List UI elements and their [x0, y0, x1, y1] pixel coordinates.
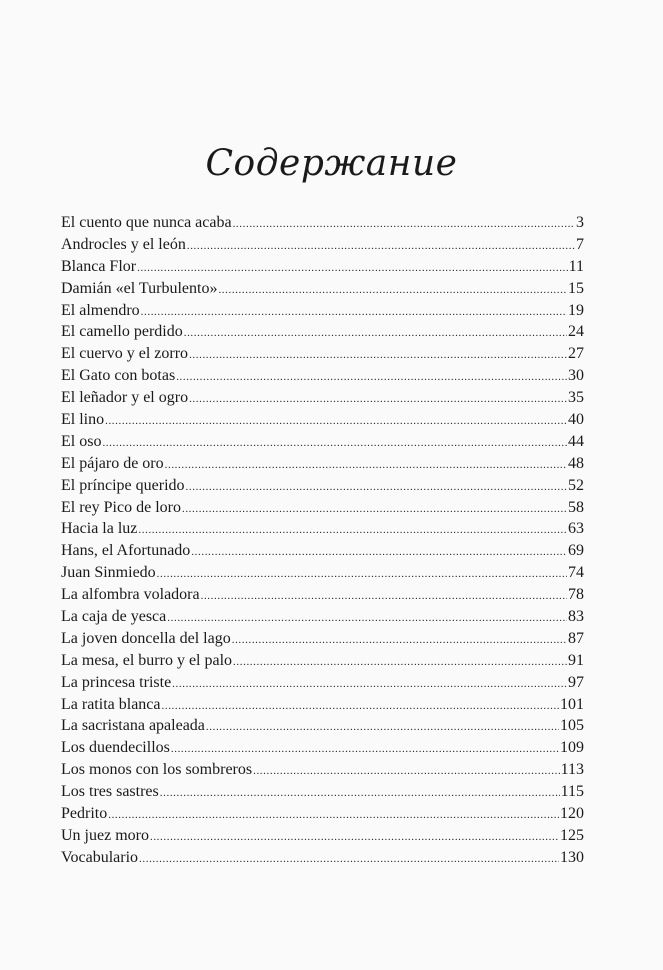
dot-leader [176, 372, 567, 383]
table-of-contents [61, 212, 584, 869]
toc-entry-title: Pedrito [61, 805, 108, 823]
toc-entry-page-number: 52 [568, 476, 584, 494]
toc-entry [61, 737, 584, 759]
dot-leader [206, 722, 559, 733]
toc-entry [61, 694, 584, 716]
toc-entry [61, 256, 584, 278]
toc-entry-title: Juan Sinmiedo [61, 564, 156, 582]
dot-leader [138, 525, 567, 536]
dot-leader [137, 263, 568, 274]
toc-entry [61, 278, 584, 300]
dot-leader [201, 591, 567, 602]
dot-leader [187, 241, 575, 252]
dot-leader [233, 657, 567, 668]
toc-entry-title: Los monos con los sombreros [61, 761, 253, 779]
dot-leader [172, 679, 567, 690]
toc-entry-title: El cuento que nunca acaba [61, 214, 232, 231]
toc-entry-page-number: 97 [568, 673, 584, 691]
toc-entry [61, 628, 584, 650]
toc-entry-title: Un juez moro [61, 826, 149, 844]
toc-entry [61, 540, 584, 562]
dot-leader [171, 744, 559, 755]
toc-entry-page-number: 78 [568, 586, 584, 604]
toc-entry-title: La ratita blanca [61, 695, 161, 713]
dot-leader [191, 547, 567, 558]
toc-entry-title: El camello perdido [61, 323, 183, 341]
toc-entry [61, 234, 584, 256]
toc-entry [61, 431, 584, 453]
dot-leader [232, 635, 567, 646]
toc-entry-page-number: 11 [568, 257, 584, 275]
toc-entry-title: El oso [61, 432, 102, 450]
dot-leader [157, 569, 567, 580]
dot-leader [162, 701, 560, 712]
dot-leader [253, 766, 559, 777]
dot-leader [167, 613, 567, 624]
toc-entry-page-number: 74 [568, 564, 584, 582]
toc-entry-title: El príncipe querido [61, 476, 185, 494]
toc-entry-title: Androcles y el león [61, 235, 186, 253]
toc-entry [61, 847, 584, 869]
toc-entry-page-number: 30 [568, 367, 584, 385]
toc-entry-title: El Gato con botas [61, 367, 176, 385]
toc-entry-page-number: 15 [568, 279, 584, 297]
toc-entry-title: La alfombra voladora [61, 586, 200, 604]
toc-entry-page-number: 109 [560, 739, 584, 757]
toc-entry [61, 300, 584, 322]
dot-leader [218, 285, 567, 296]
toc-entry [61, 606, 584, 628]
toc-entry [61, 343, 584, 365]
toc-entry-page-number: 48 [568, 454, 584, 472]
dot-leader [139, 854, 559, 865]
toc-entry-page-number: 87 [568, 629, 584, 647]
toc-entry-page-number: 113 [560, 761, 584, 779]
toc-entry [61, 562, 584, 584]
toc-entry-page-number: 24 [568, 323, 584, 341]
toc-entry-page-number: 7 [576, 235, 584, 253]
toc-entry-title: Damián «el Turbulento» [61, 279, 218, 297]
toc-entry [61, 759, 584, 781]
toc-entry [61, 321, 584, 343]
toc-entry-page-number: 58 [568, 498, 584, 516]
toc-entry-title: Hans, el Afortunado [61, 542, 191, 560]
dot-leader [105, 416, 567, 427]
toc-entry [61, 475, 584, 497]
toc-entry-title: La sacristana apaleada [61, 717, 205, 735]
page-title: Содержание [205, 143, 458, 184]
toc-entry [61, 409, 584, 431]
toc-entry [61, 650, 584, 672]
toc-entry-title: La princesa triste [61, 673, 172, 691]
toc-entry [61, 497, 584, 519]
dot-leader [108, 810, 559, 821]
dot-leader [160, 788, 560, 799]
toc-entry-title: Blanca Flor [61, 257, 137, 275]
toc-entry-page-number: 35 [568, 389, 584, 407]
toc-entry [61, 584, 584, 606]
dot-leader [233, 219, 575, 230]
toc-entry-page-number: 120 [560, 805, 584, 823]
toc-entry-page-number: 63 [568, 520, 584, 538]
toc-entry-page-number: 3 [576, 214, 584, 231]
toc-entry [61, 825, 584, 847]
toc-entry-title: Los duendecillos [61, 739, 170, 757]
dot-leader [186, 482, 567, 493]
toc-entry-title: La joven doncella del lago [61, 629, 231, 647]
dot-leader [141, 307, 567, 318]
toc-entry-page-number: 130 [560, 848, 584, 866]
dot-leader [182, 504, 567, 515]
toc-entry [61, 365, 584, 387]
toc-entry-page-number: 44 [568, 432, 584, 450]
toc-entry [61, 781, 584, 803]
toc-entry-title: La mesa, el burro y el palo [61, 651, 233, 669]
dot-leader [189, 350, 567, 361]
toc-entry-title: El cuervo y el zorro [61, 345, 189, 363]
toc-entry [61, 715, 584, 737]
dot-leader [189, 394, 567, 405]
dot-leader [102, 438, 567, 449]
toc-entry-title: El rey Pico de loro [61, 498, 181, 516]
toc-entry-page-number: 101 [560, 695, 584, 713]
toc-entry-page-number: 69 [568, 542, 584, 560]
toc-entry [61, 518, 584, 540]
toc-entry-title: El almendro [61, 301, 140, 319]
toc-entry [61, 387, 584, 409]
dot-leader [184, 328, 567, 339]
dot-leader [165, 460, 567, 471]
toc-entry-page-number: 125 [560, 826, 584, 844]
dot-leader [150, 832, 559, 843]
toc-entry-page-number: 40 [568, 411, 584, 429]
toc-entry-page-number: 27 [568, 345, 584, 363]
toc-entry-page-number: 91 [568, 651, 584, 669]
toc-entry-page-number: 105 [560, 717, 584, 735]
toc-entry-title: La caja de yesca [61, 608, 167, 626]
toc-entry-title: Vocabulario [61, 848, 139, 866]
toc-entry-title: El lino [61, 411, 105, 429]
toc-entry [61, 453, 584, 475]
toc-entry [61, 212, 584, 234]
toc-entry-title: El pájaro de oro [61, 454, 164, 472]
toc-entry-title: El leñador y el ogro [61, 389, 189, 407]
toc-entry-page-number: 83 [568, 608, 584, 626]
toc-entry-title: Hacia la luz [61, 520, 138, 538]
toc-entry [61, 803, 584, 825]
toc-entry-page-number: 115 [560, 783, 584, 801]
toc-entry [61, 672, 584, 694]
toc-entry-page-number: 19 [568, 301, 584, 319]
toc-entry-title: Los tres sastres [61, 783, 159, 801]
